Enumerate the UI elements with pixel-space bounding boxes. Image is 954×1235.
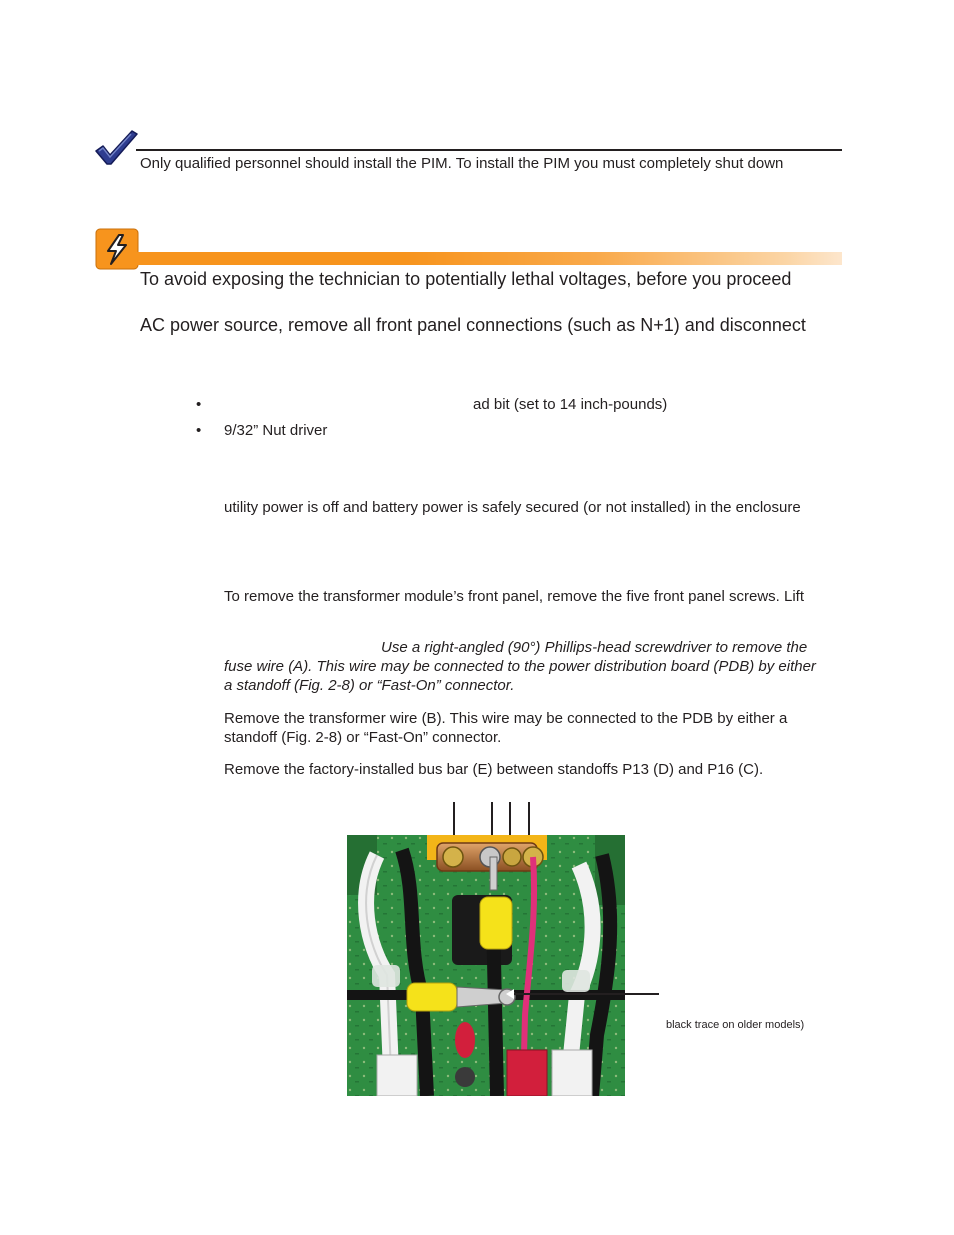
warning-text-line-1: To avoid exposing the technician to potentially lethal voltages, before you proceed bbox=[140, 269, 792, 289]
step-transformer-line-2: standoff (Fig. 2-8) or “Fast-On” connector. bbox=[224, 729, 502, 746]
step-front-panel-text: To remove the transformer module’s front panel, remove the five front panel screws. Lift bbox=[224, 588, 804, 605]
bullet: • bbox=[196, 422, 202, 439]
step-fuse-wire-line-1: Use a right-angled (90°) Phillips-head screwdriver to remove the bbox=[381, 639, 808, 656]
step-bus-bar-text: Remove the factory-installed bus bar (E) between standoffs P13 (D) and P16 (C). bbox=[224, 761, 764, 778]
note-divider bbox=[136, 149, 842, 151]
checkmark-icon bbox=[92, 128, 140, 168]
bullet: • bbox=[196, 396, 202, 413]
callout-line-ground bbox=[513, 993, 659, 995]
step-fuse-wire-line-2: fuse wire (A). This wire may be connected to the power distribution board (PDB) by either bbox=[224, 658, 816, 675]
tool-item-1: ad bit (set to 14 inch-pounds) bbox=[473, 396, 668, 413]
pdb-photo bbox=[347, 835, 625, 1096]
step-transformer-line-1: Remove the transformer wire (B). This wire may be connected to the PDB by either a bbox=[224, 710, 788, 727]
figure-caption: black trace on older models) bbox=[666, 1019, 805, 1031]
step-power-text: utility power is off and battery power is safely secured (or not installed) in the enclosure bbox=[224, 499, 801, 516]
note-text: Only qualified personnel should install the PIM. To install the PIM you must completely shut down bbox=[140, 155, 784, 172]
callout-arrowhead bbox=[506, 989, 514, 999]
step-fuse-wire-line-3: a standoff (Fig. 2-8) or “Fast-On” connector. bbox=[224, 677, 515, 694]
lightning-bolt-icon bbox=[95, 228, 139, 270]
warning-header-bar bbox=[136, 252, 842, 265]
warning-text-line-2: AC power source, remove all front panel connections (such as N+1) and disconnect bbox=[140, 315, 806, 335]
tool-item-2: 9/32” Nut driver bbox=[224, 422, 328, 439]
callout-line-c bbox=[509, 802, 511, 838]
